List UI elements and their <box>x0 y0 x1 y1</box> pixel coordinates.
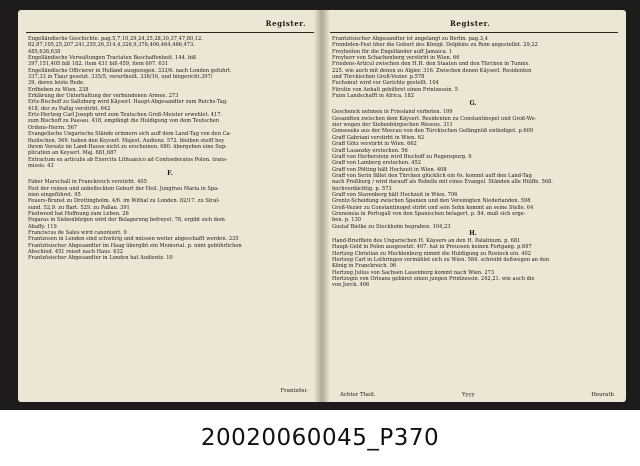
index-entry: Graff Lasanzky erstochen. 56 <box>332 147 408 154</box>
index-entry: Hertzog Carl in Lothringen vermählet sich zu Wien. 584. schreibt deßwegen an den <box>332 257 550 263</box>
index-entry: ben. p. 130 <box>332 217 362 224</box>
index-entry: Graff von Starenberg hält Hochzeit in Wien. 706 <box>332 191 458 198</box>
index-entry: Ordens-Herrn. 567 <box>28 124 78 131</box>
index-entry: von Jorck. 406 <box>332 282 370 289</box>
index-entry: Fiedwood hat Hoffnung zum Leben. 26 <box>28 210 129 217</box>
index-entry: Faber Marschall in Franckreich verstirbt. 405 <box>28 179 147 186</box>
index-entry: tholischen. 569. haben den Keyserl. Majest. Audienz. 572. bleiben steiff bey <box>28 137 225 144</box>
index-entry: Erdbeben zu Wien. 238 <box>28 86 89 93</box>
index-entry: hochverdächtig. p. 573 <box>332 185 392 192</box>
index-entry: Franciscus de Sales wird canonisirt. 9 <box>28 229 127 236</box>
index-entry: Extractum ex articulis ab Exercitu Lithuanico ad Confoederatos Polon. trans- <box>28 156 228 163</box>
index-entry: Gustaf Bielke zu Stockholm begraben. 104,23 <box>332 223 451 230</box>
index-entry: Graff von Pötting hält Hochzeit in Wien. 408 <box>332 166 447 173</box>
index-entry: Freyheiten für die Engelländer auff Jamaica. 1 <box>332 48 453 55</box>
index-entry: Frantzösischer Abgesandter im Haag übergibt ein Memorial. p. nimt gebührlichen <box>28 242 242 249</box>
index-entry: König in Franckreich. 96 <box>332 263 397 270</box>
signature-mark: Yyyy <box>462 392 475 398</box>
index-entry: Ertz-Bischoff zu Saltzburg wird Käyserl. Haupt-Abgesandter zum Reichs-Tag. <box>28 99 228 106</box>
header-rule <box>330 32 618 33</box>
index-entry: Hertzog Christian zu Mecklenburg nimmt die Huldigung zu Rostock ein. 402 <box>332 250 531 257</box>
index-entry: 337,33 in Tiaur gesetzt. 335/5, verurtheilt. 338/16, und hingericht.397/ <box>28 74 213 81</box>
index-entry: Graff von Serin fället den Türcken glücklich ein 6s. kommt auff den Land-Tag <box>332 172 532 179</box>
catchword: Frantzösi- <box>280 388 308 394</box>
index-entry: Abaffy. 119 <box>28 223 57 230</box>
index-entry: und Türckischen Groß-Vezier. p.578 <box>332 74 425 81</box>
index-entry: Frantzösischer Abgesandter in Londen hat Audientz. 10 <box>28 255 173 262</box>
index-entry: Abschied. 451 reiset nach Haus. 632 <box>28 249 123 255</box>
index-entry: Friedens-Articul zwischen den H.H. den Staaten und den Türcken in Tunnis. <box>332 61 530 68</box>
index-entry: Feuers-Brunst zu Drottingholm. 4/6. im Withal zu Londen. 82/17. zu Stral- <box>28 198 220 205</box>
volume-footer: Achter Theil. <box>340 392 376 398</box>
index-entry: plication an Keyserl. Maj. 681,687 <box>28 150 117 157</box>
index-entry: Erklärung der Unterhaltung der verbundenen Armee. 273 <box>28 93 179 100</box>
index-entry: nach Preßburg / wird darauff als Rebelle mit eines Evangel. Ständen alle Hülffe. 568. <box>332 179 553 186</box>
index-entry: Graff von Lamberg erstochen. 452 <box>332 160 422 167</box>
page-header: Register. <box>265 19 306 28</box>
index-entry: Hertzogin von Orleans gebäret einen jungen Printzessin. 242,21. wie auch die <box>332 276 535 283</box>
section-heading: H. <box>469 229 477 237</box>
index-entry: Graff von Herberstein wird Bischoff zu Regenspurg. 9 <box>332 153 472 160</box>
index-entry: Groß-Vezier zu Constantinopel stirbt und sein Sohn kommt an seine Stelle. 64 <box>332 204 534 211</box>
index-entry: Ertz-Hertzog Carl Joseph wird zum Teutschen Groß-Meister erwehlet. 417. <box>28 112 223 119</box>
index-entry: Fest der reinen und unbefleckten Geburt der Heil. Jungfrau Maria in Spa- <box>28 185 219 192</box>
index-entry: Evangelische Ungarische Stände erinnern sich auff dem Land-Tag von den Ca- <box>28 131 232 138</box>
index-entry: Grentz-Scheidung zwischen Spanien und den Vereinigten Niederlanden. 598 <box>332 198 531 205</box>
index-entry: 397,151,405 biß 182. item 431 biß 459, item 607. 631 <box>28 61 169 68</box>
index-entry: sund. 52,9. zu Bart. 529. zu Paßau. 391 <box>28 204 130 211</box>
index-entry: Hand-Briefflein des Ungarischen H. Käysers an den H. Palatinum. p. 681 <box>332 237 521 244</box>
right-page-text <box>332 36 614 289</box>
image-label: 20020060045_P370 <box>200 425 440 451</box>
catchword: Heurath <box>591 392 614 398</box>
section-heading: G. <box>469 100 477 108</box>
section-heading: F. <box>167 170 173 178</box>
index-entry: 82,87,105,25,207,241,255,26,314,4,326,9,378,406,464,466,473. <box>28 42 195 49</box>
index-entry: Funn Landschafft in Africa. 182 <box>332 93 414 100</box>
right-page <box>322 10 626 402</box>
index-entry: Frembden-Fest über die Geburt des Königl. Dolphins zu Rom angestellet. 29,22 <box>332 42 538 49</box>
page-header: Register. <box>450 19 491 28</box>
index-entry: Gesandten zwischen dem Käyserl. Residenten zu Constantinopel und Groß-We- <box>332 115 537 122</box>
index-entry: Fogaras in Siebenbürgen wird der Belagerung befreyet. 78, ergibt sich dem <box>28 217 225 224</box>
book-gutter <box>314 10 330 402</box>
index-entry: zier wegen der Siebenbürgischen Wesens. 311 <box>332 122 453 129</box>
index-entry: 418, der zu Paßig verstirbt. 642 <box>28 105 111 112</box>
index-entry: 225. wie auch mit denen zu Algier. 316. Zwischen denen Käyserl. Residenten <box>332 67 532 74</box>
index-entry: Hertzog Julius von Sachsen Lauenburg kommt nach Wien. 273 <box>332 269 495 276</box>
index-entry: Haupt-Geld in Polen ausgesetzt. 407. hat in Preussen keinen Fortgang. p.697 <box>332 244 532 251</box>
index-entry: nien eingeführet. 95 <box>28 191 81 198</box>
left-page <box>18 10 322 402</box>
index-entry: Engelländische Verwaltungen Tractaten Beschaffenheit. 144. biß <box>28 55 197 62</box>
index-entry: Gruneneia in Portugall von den Spanischen belagert. p. 84. muß sich erge- <box>332 210 526 217</box>
index-entry: 485,636,638 <box>28 48 61 55</box>
index-entry: zum Bischoff zu Passau. 418, empfängt die Huldigung von dem Teutschen <box>28 118 220 125</box>
index-entry: Freyherr von Schachenberg verstirbt in Wien. 66 <box>332 55 460 62</box>
index-entry: ihrem Vorsatz im Land-Hause nicht zu erscheinen. 680. übergeben eine Sup- <box>28 143 227 150</box>
index-entry: Graff Gabriani verstirbt in Wien. 62 <box>332 134 425 141</box>
index-entry: Frantzosen in Londen sind schwürig und müssen weiter abgeschafft werden. 235 <box>28 236 239 243</box>
index-entry: Gonseseks aus der Moscau von den Türckischen Gefängnüß entlediget. p.609 <box>332 128 534 135</box>
header-rule <box>26 32 314 33</box>
index-entry: Engelländische Officierer in Holland ausgezogen. 333/6. nach Londen gefuhrt. <box>28 67 232 74</box>
index-entry: missis. 43 <box>28 162 54 169</box>
index-entry: Fuchsmut wird vor Gerichte gestellt. 104 <box>332 80 439 87</box>
index-entry: Geschenck nehmen in Friesland verboten. 199 <box>332 109 453 116</box>
left-page-text <box>28 36 312 262</box>
index-entry: Frantzösischer Abgesandter ist angelangt zu Berlin. pag.3,4 <box>332 36 488 42</box>
index-entry: 39, deren leiste Rede. <box>28 80 85 87</box>
index-entry: Engelländische Geschichte. pag.5,7,10,29,24,25,28,30,37,47,80,12. <box>28 36 203 42</box>
index-entry: Fürstin von Anhalt gebühret einen Printzessin. 5 <box>332 86 459 93</box>
index-entry: Graff Götz verstirbt in Wien. 662 <box>332 141 417 148</box>
